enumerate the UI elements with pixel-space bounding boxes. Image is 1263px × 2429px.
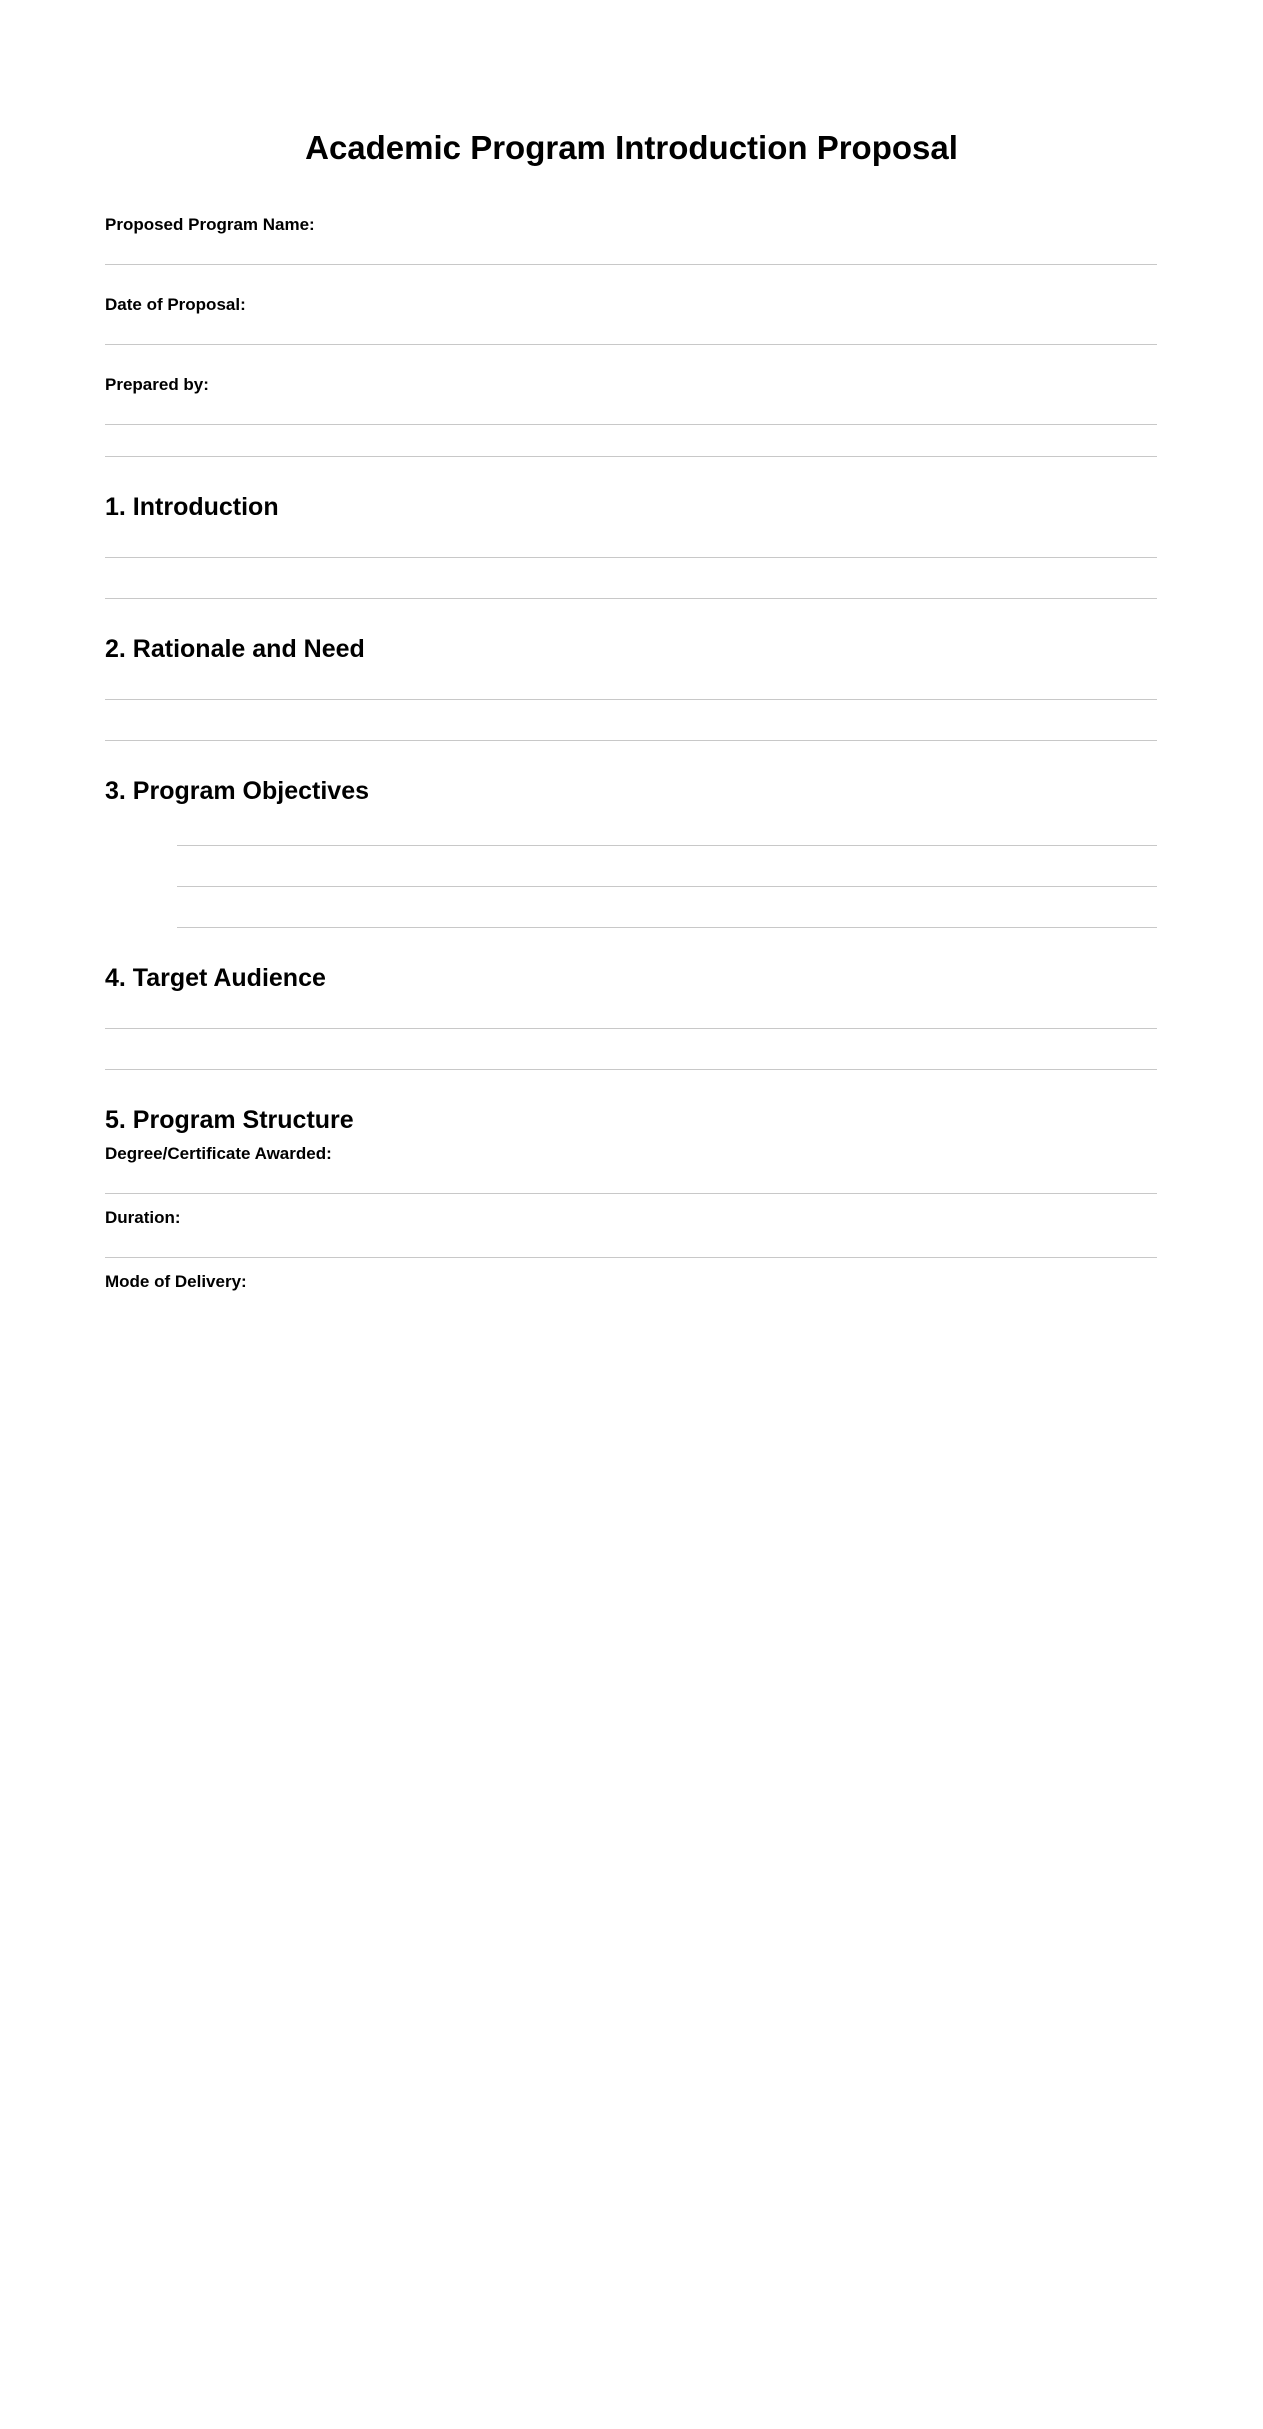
prepared-by-label: Prepared by: xyxy=(105,375,209,394)
program-name-label: Proposed Program Name: xyxy=(105,215,315,234)
degree-certificate-field-line[interactable] xyxy=(105,1193,1157,1194)
degree-certificate-label: Degree/Certificate Awarded: xyxy=(105,1144,332,1163)
section-divider xyxy=(105,456,1157,457)
date-of-proposal-label: Date of Proposal: xyxy=(105,295,246,314)
section-heading-objectives: 3. Program Objectives xyxy=(105,777,370,805)
section-heading-rationale: 2. Rationale and Need xyxy=(105,635,365,663)
duration-field-line[interactable] xyxy=(105,1257,1157,1258)
program-name-field-line[interactable] xyxy=(105,264,1157,265)
objective-answer-line[interactable] xyxy=(177,845,1157,846)
duration-label: Duration: xyxy=(105,1208,181,1227)
section-heading-introduction: 1. Introduction xyxy=(105,493,279,521)
section-heading-audience: 4. Target Audience xyxy=(105,964,326,992)
mode-of-delivery-label: Mode of Delivery: xyxy=(105,1272,247,1291)
section-divider xyxy=(105,1069,1157,1070)
document-title: Academic Program Introduction Proposal xyxy=(305,129,958,166)
section-divider xyxy=(105,740,1157,741)
introduction-answer-line[interactable] xyxy=(105,557,1157,558)
objective-answer-line[interactable] xyxy=(177,886,1157,887)
section-heading-structure: 5. Program Structure xyxy=(105,1106,354,1134)
audience-answer-line[interactable] xyxy=(105,1028,1157,1029)
date-of-proposal-field-line[interactable] xyxy=(105,344,1157,345)
objective-answer-line[interactable] xyxy=(177,927,1157,928)
prepared-by-field-line[interactable] xyxy=(105,424,1157,425)
rationale-answer-line[interactable] xyxy=(105,699,1157,700)
section-divider xyxy=(105,598,1157,599)
